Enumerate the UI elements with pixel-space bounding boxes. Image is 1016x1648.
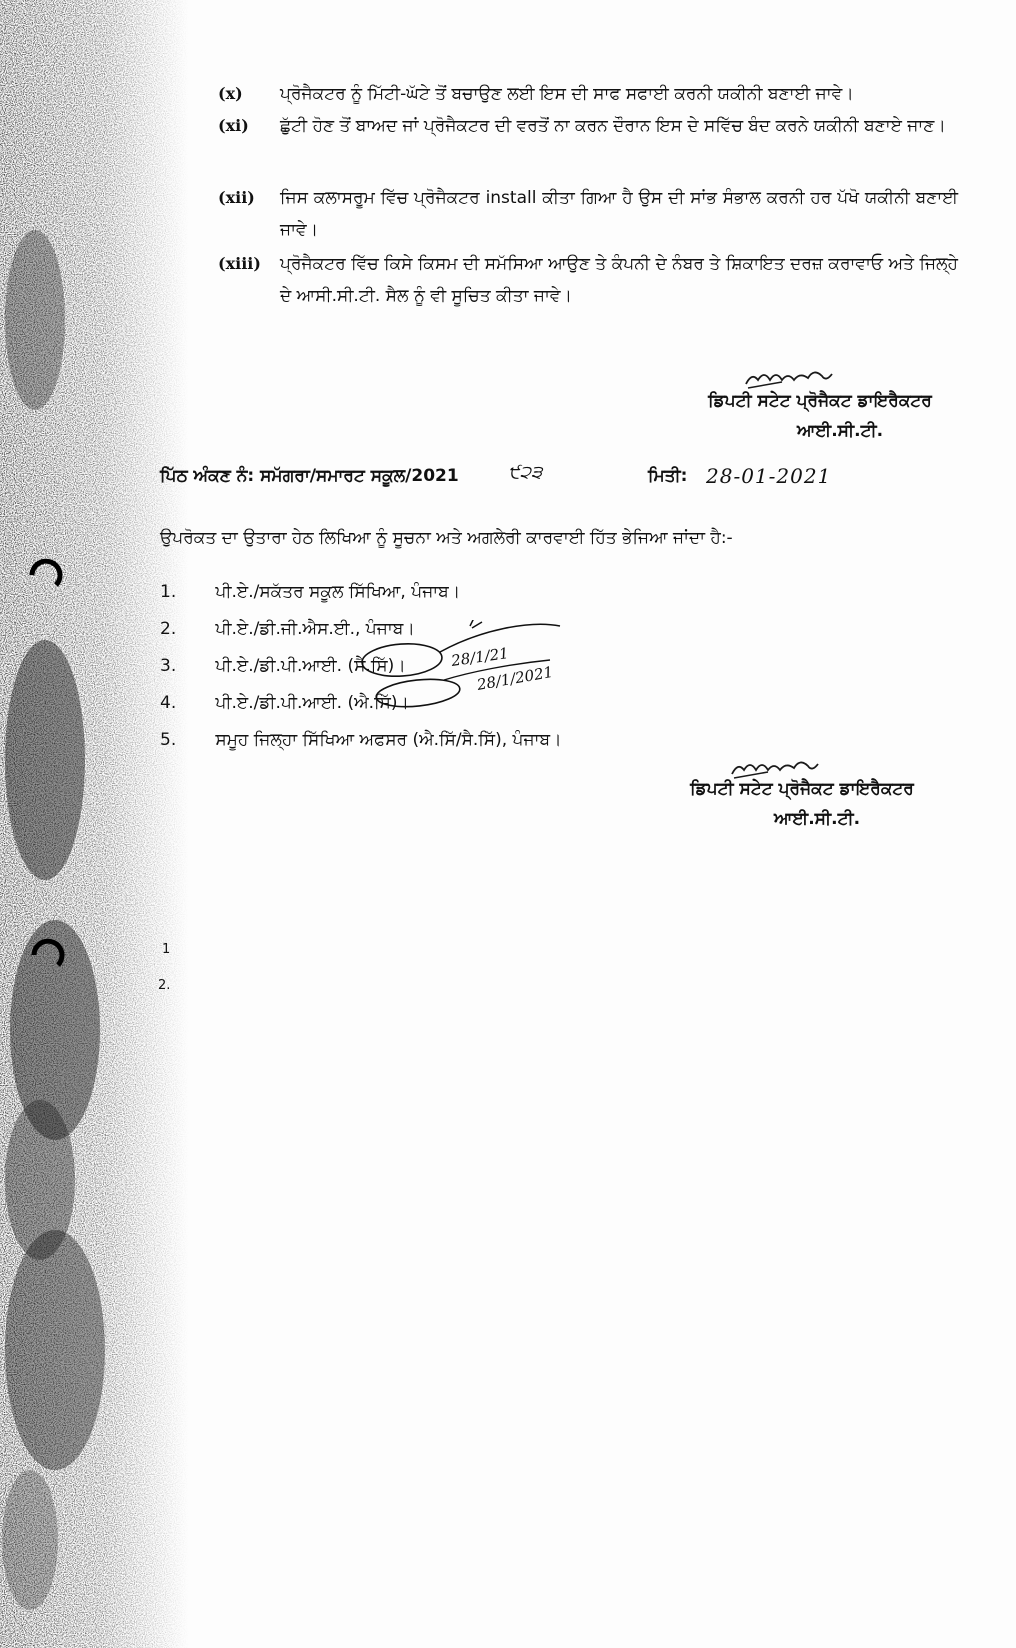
signature-designation: ਡਿਪਟੀ ਸਟੇਟ ਪ੍ਰੋਜੈਕਟ ਡਾਇਰੈਕਟਰ (690, 779, 914, 799)
clause-number: (xiii) (218, 254, 261, 273)
clause-xii (218, 182, 958, 246)
reference-handwritten-number: ੯੨੩ (508, 462, 543, 483)
clause-number: (xi) (218, 116, 249, 135)
list-number: 1. (160, 582, 177, 602)
signature-department: ਆਈ.ਸੀ.ਟੀ. (773, 809, 861, 829)
signature-block-top (680, 386, 960, 446)
date-value: 28-01-2021 (706, 464, 832, 488)
reference-number (160, 466, 459, 486)
list-number: 5. (160, 730, 177, 750)
handwritten-annotation (360, 620, 620, 720)
clause-text: ਛੁੱਟੀ ਹੋਣ ਤੋਂ ਬਾਅਦ ਜਾਂ ਪ੍ਰੋਜੈਕਟਰ ਦੀ ਵਰਤੋਂ ਨਾ ਕਰਨ ਦੌਰਾਨ ਇਸ ਦੇ ਸਵਿੱਚ ਬੰਦ ਕਰਨੇ ਯਕੀਨੀ ਬਣਾਏ ਜਾਣ। (280, 116, 946, 136)
clause-text: ਪ੍ਰੋਜੈਕਟਰ ਨੂੰ ਮਿੱਟੀ-ਘੱਟੇ ਤੋਂ ਬਚਾਉਣ ਲਈ ਇਸ ਦੀ ਸਾਫ ਸਫਾਈ ਕਰਨੀ ਯਕੀਨੀ ਬਣਾਈ ਜਾਵੇ। (280, 84, 854, 104)
list-text: ਪੀ.ਏ./ਡੀ.ਪੀ.ਆਈ. (ਐ.ਸਿੱ)। (215, 693, 409, 713)
date-label: ਮਿਤੀ: (648, 466, 688, 486)
clause-x (218, 78, 958, 110)
list-text: ਪੀ.ਏ./ਸਕੱਤਰ ਸਕੂਲ ਸਿੱਖਿਆ, ਪੰਜਾਬ। (215, 582, 461, 602)
scan-noise-edge (0, 0, 190, 1648)
margin-mark-1: 1 (162, 942, 171, 957)
list-text: ਸਮੂਹ ਜਿਲ੍ਹਾ ਸਿੱਖਿਆ ਅਫਸਰ (ਐ.ਸਿੱ/ਸੈ.ਸਿੱ), ਪੰਜਾਬ। (215, 730, 562, 750)
clause-xi (218, 110, 958, 142)
clause-text: ਪ੍ਰੋਜੈਕਟਰ ਵਿੱਚ ਕਿਸੇ ਕਿਸਮ ਦੀ ਸਮੱਸਿਆ ਆਉਣ ਤੇ ਕੰਪਨੀ ਦੇ ਨੰਬਰ ਤੇ ਸ਼ਿਕਾਇਤ ਦਰਜ਼ ਕਰਾਵਾਓ ਅਤੇ ਜਿਲ੍ਹੇ ਦੇ ਆਸੀ.ਸੀ.ਟੀ. ਸੈਲ ਨੂੰ ਵੀ ਸੂਚਿਤ ਕੀਤਾ ਜਾਵੇ। (280, 254, 958, 306)
annotation-date-1: 28/1/21 (450, 644, 510, 670)
clause-xiii (218, 248, 958, 312)
list-number: 4. (160, 693, 177, 713)
signature-department: ਆਈ.ਸੀ.ਟੀ. (796, 421, 884, 441)
distribution-intro: ਉਪਰੋਕਤ ਦਾ ਉਤਾਰਾ ਹੇਠ ਲਿਖਿਆ ਨੂੰ ਸੂਚਨਾ ਅਤੇ ਅਗਲੇਰੀ ਕਾਰਵਾਈ ਹਿੱਤ ਭੇਜਿਆ ਜਾਂਦਾ ਹੈ:- (160, 528, 733, 548)
list-number: 2. (160, 619, 177, 639)
annotation-date-2: 28/1/2021 (475, 662, 555, 694)
signature-designation: ਡਿਪਟੀ ਸਟੇਟ ਪ੍ਰੋਜੈਕਟ ਡਾਇਰੈਕਟਰ (708, 391, 932, 411)
clause-text: ਜਿਸ ਕਲਾਸਰੂਮ ਵਿੱਚ ਪ੍ਰੋਜੈਕਟਰ install ਕੀਤਾ ਗਿਆ ਹੈ ਉਸ ਦੀ ਸਾਂਭ ਸੰਭਾਲ ਕਰਨੀ ਹਰ ਪੱਖੋ ਯਕੀਨੀ ਬਣਾਈ ਜਾਵੇ। (280, 188, 958, 240)
signature-block-bottom (662, 774, 942, 834)
clause-number: (xii) (218, 188, 255, 207)
clause-number: (x) (218, 84, 243, 103)
margin-mark-2: 2. (158, 978, 171, 993)
list-number: 3. (160, 656, 177, 676)
list-text: ਪੀ.ਏ./ਡੀ.ਜੀ.ਐਸ.ਈ., ਪੰਜਾਬ। (215, 619, 415, 639)
list-item (160, 574, 860, 611)
list-text: ਪੀ.ਏ./ਡੀ.ਪੀ.ਆਈ. (ਸੈ.ਸਿੱ)। (215, 656, 406, 676)
reference-label: ਪਿੱਠ ਅੰਕਣ ਨੰ: ਸਮੱਗਰਾ/ਸਮਾਰਟ ਸਕੂਲ/2021 (160, 466, 459, 486)
